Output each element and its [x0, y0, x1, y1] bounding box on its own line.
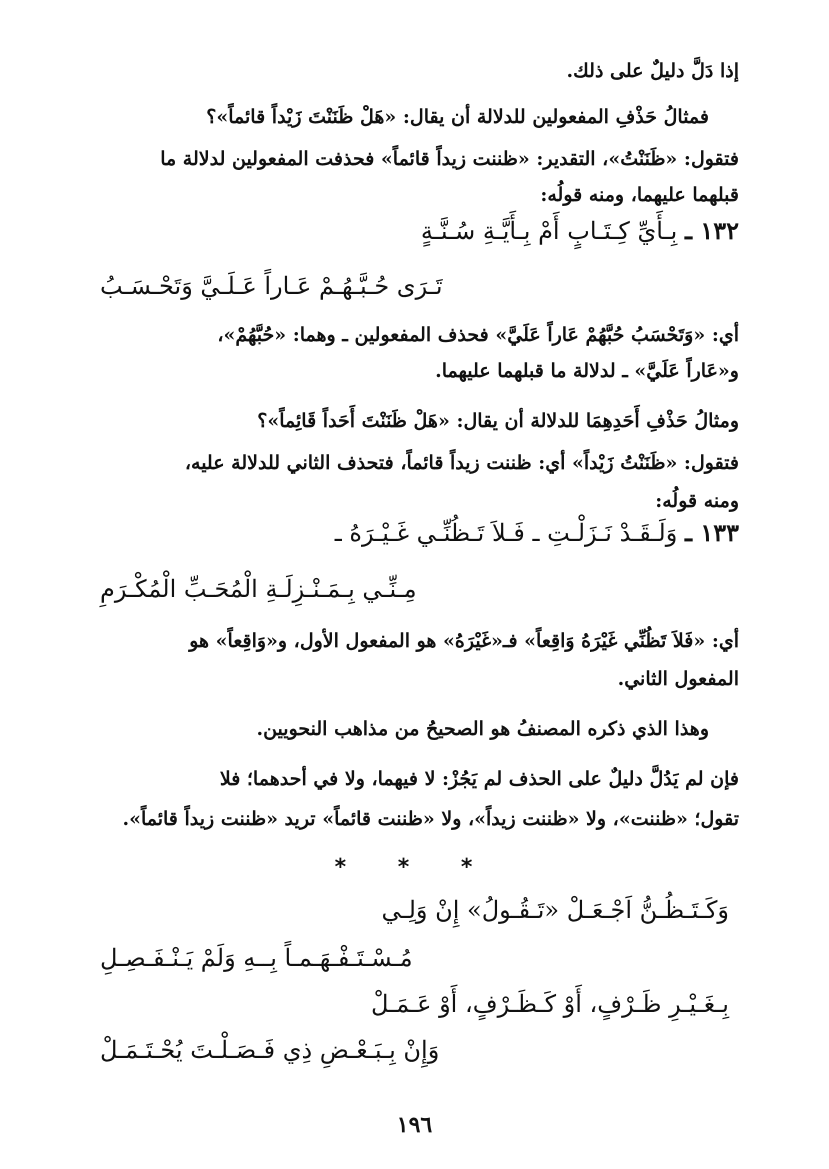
verse-line	[100, 272, 443, 300]
verse-hemistich: بِـأَيِّ كِـتَـابٍ أَمْ بِـأَيَّـةِ سُـنَّـةٍ	[420, 217, 678, 245]
poem-line: وَكَـتَـظُـنُّ اَجْـعَـلْ «تَـقُـولُ» إِنْ وَلِـي	[381, 896, 729, 924]
text-line: فمثالُ حَذْفِ المفعولين للدلالة أن يقال: «هَلْ ظَنَنْتَ زَيْداً قائماً»؟	[206, 106, 709, 128]
text-line: ومثالُ حَذْفِ أَحَدِهِمَا للدلالة أن يقال: «هَلْ ظَنَنْتَ أَحَداً قَائِماً»؟	[257, 410, 739, 432]
text-line: إذا دَلَّ دليلٌ على ذلك.	[566, 60, 739, 82]
verse-line	[421, 216, 739, 245]
text-line: فتقول: «ظَنَنْتُ زَيْداً» أي: ظننت زيداً قائماً، فتحذف الثاني للدلالة عليه،	[184, 452, 739, 474]
text-line: ومنه قولُه:	[655, 490, 739, 512]
verse-hemistich: تَـرَى حُـبَّـهُـمْ عَـاراً عَـلَـيَّ وَتَحْـسَـبُ	[100, 272, 443, 300]
page-number: ١٩٦	[396, 1112, 433, 1138]
verse-hemistich: مِـنِّـي بِـمَـنْـزِلَـةِ الْمُحَـبِّ الْمُكْـرَمِ	[100, 575, 417, 603]
verse-line	[335, 518, 739, 547]
verse-number: ١٣٢ ـ	[684, 216, 739, 245]
poem-line: وَإِنْ بِـبَـعْـضِ ذِي فَـصَـلْـتَ يُحْـتَـمَـلْ	[100, 1036, 440, 1064]
text-line: قبلهما عليهما، ومنه قولُه:	[540, 184, 739, 206]
text-line: أي: «وَتَحْسَبُ حُبَّهُمْ عَاراً عَلَيَّ» فحذف المفعولين ـ وهما: «حُبَّهُمْ»،	[217, 324, 739, 346]
verse-hemistich: وَلَـقَـدْ نَـزَلْـتِ ـ فَـلاَ تَـظُنِّـي غَـيْـرَهُ ـ	[334, 519, 678, 547]
text-line: فإن لم يَدُلَّ دليلٌ على الحذف لم يَجُزْ: لا فيهما، ولا في أحدهما؛ فلا	[219, 768, 739, 790]
text-line: و«عَاراً عَلَيَّ» ـ لدلالة ما قبلهما عليهما.	[435, 360, 739, 382]
verse-line	[100, 575, 417, 603]
section-separator: * * *	[334, 855, 495, 880]
poem-line: مُـسْـتَـفْـهَـمـاً بِــهِ وَلَمْ يَـنْـفَـصِـلِ	[100, 944, 413, 972]
text-line: المفعول الثاني.	[617, 668, 739, 690]
text-line: أي: «فَلاَ تَظُنِّي غَيْرَهُ وَاقِعاً» فـ«غَيْرَهُ» هو المفعول الأول، و«وَاقِعاً» هو	[189, 630, 739, 652]
poem-line: بِـغَـيْـرِ ظَـرْفٍ، أَوْ كَـظَـرْفٍ، أَوْ عَـمَـلْ	[371, 990, 729, 1018]
text-line: تقول؛ «ظننت»، ولا «ظننت زيداً»، ولا «ظننت قائماً» تريد «ظننت زيداً قائماً».	[122, 808, 739, 830]
verse-number: ١٣٣ ـ	[684, 518, 739, 547]
text-line: فتقول: «ظَنَنْتُ»، التقدير: «ظننت زيداً قائماً» فحذفت المفعولين لدلالة ما	[160, 148, 739, 170]
text-line: وهذا الذي ذكره المصنفُ هو الصحيحُ من مذاهب النحويين.	[256, 718, 709, 740]
